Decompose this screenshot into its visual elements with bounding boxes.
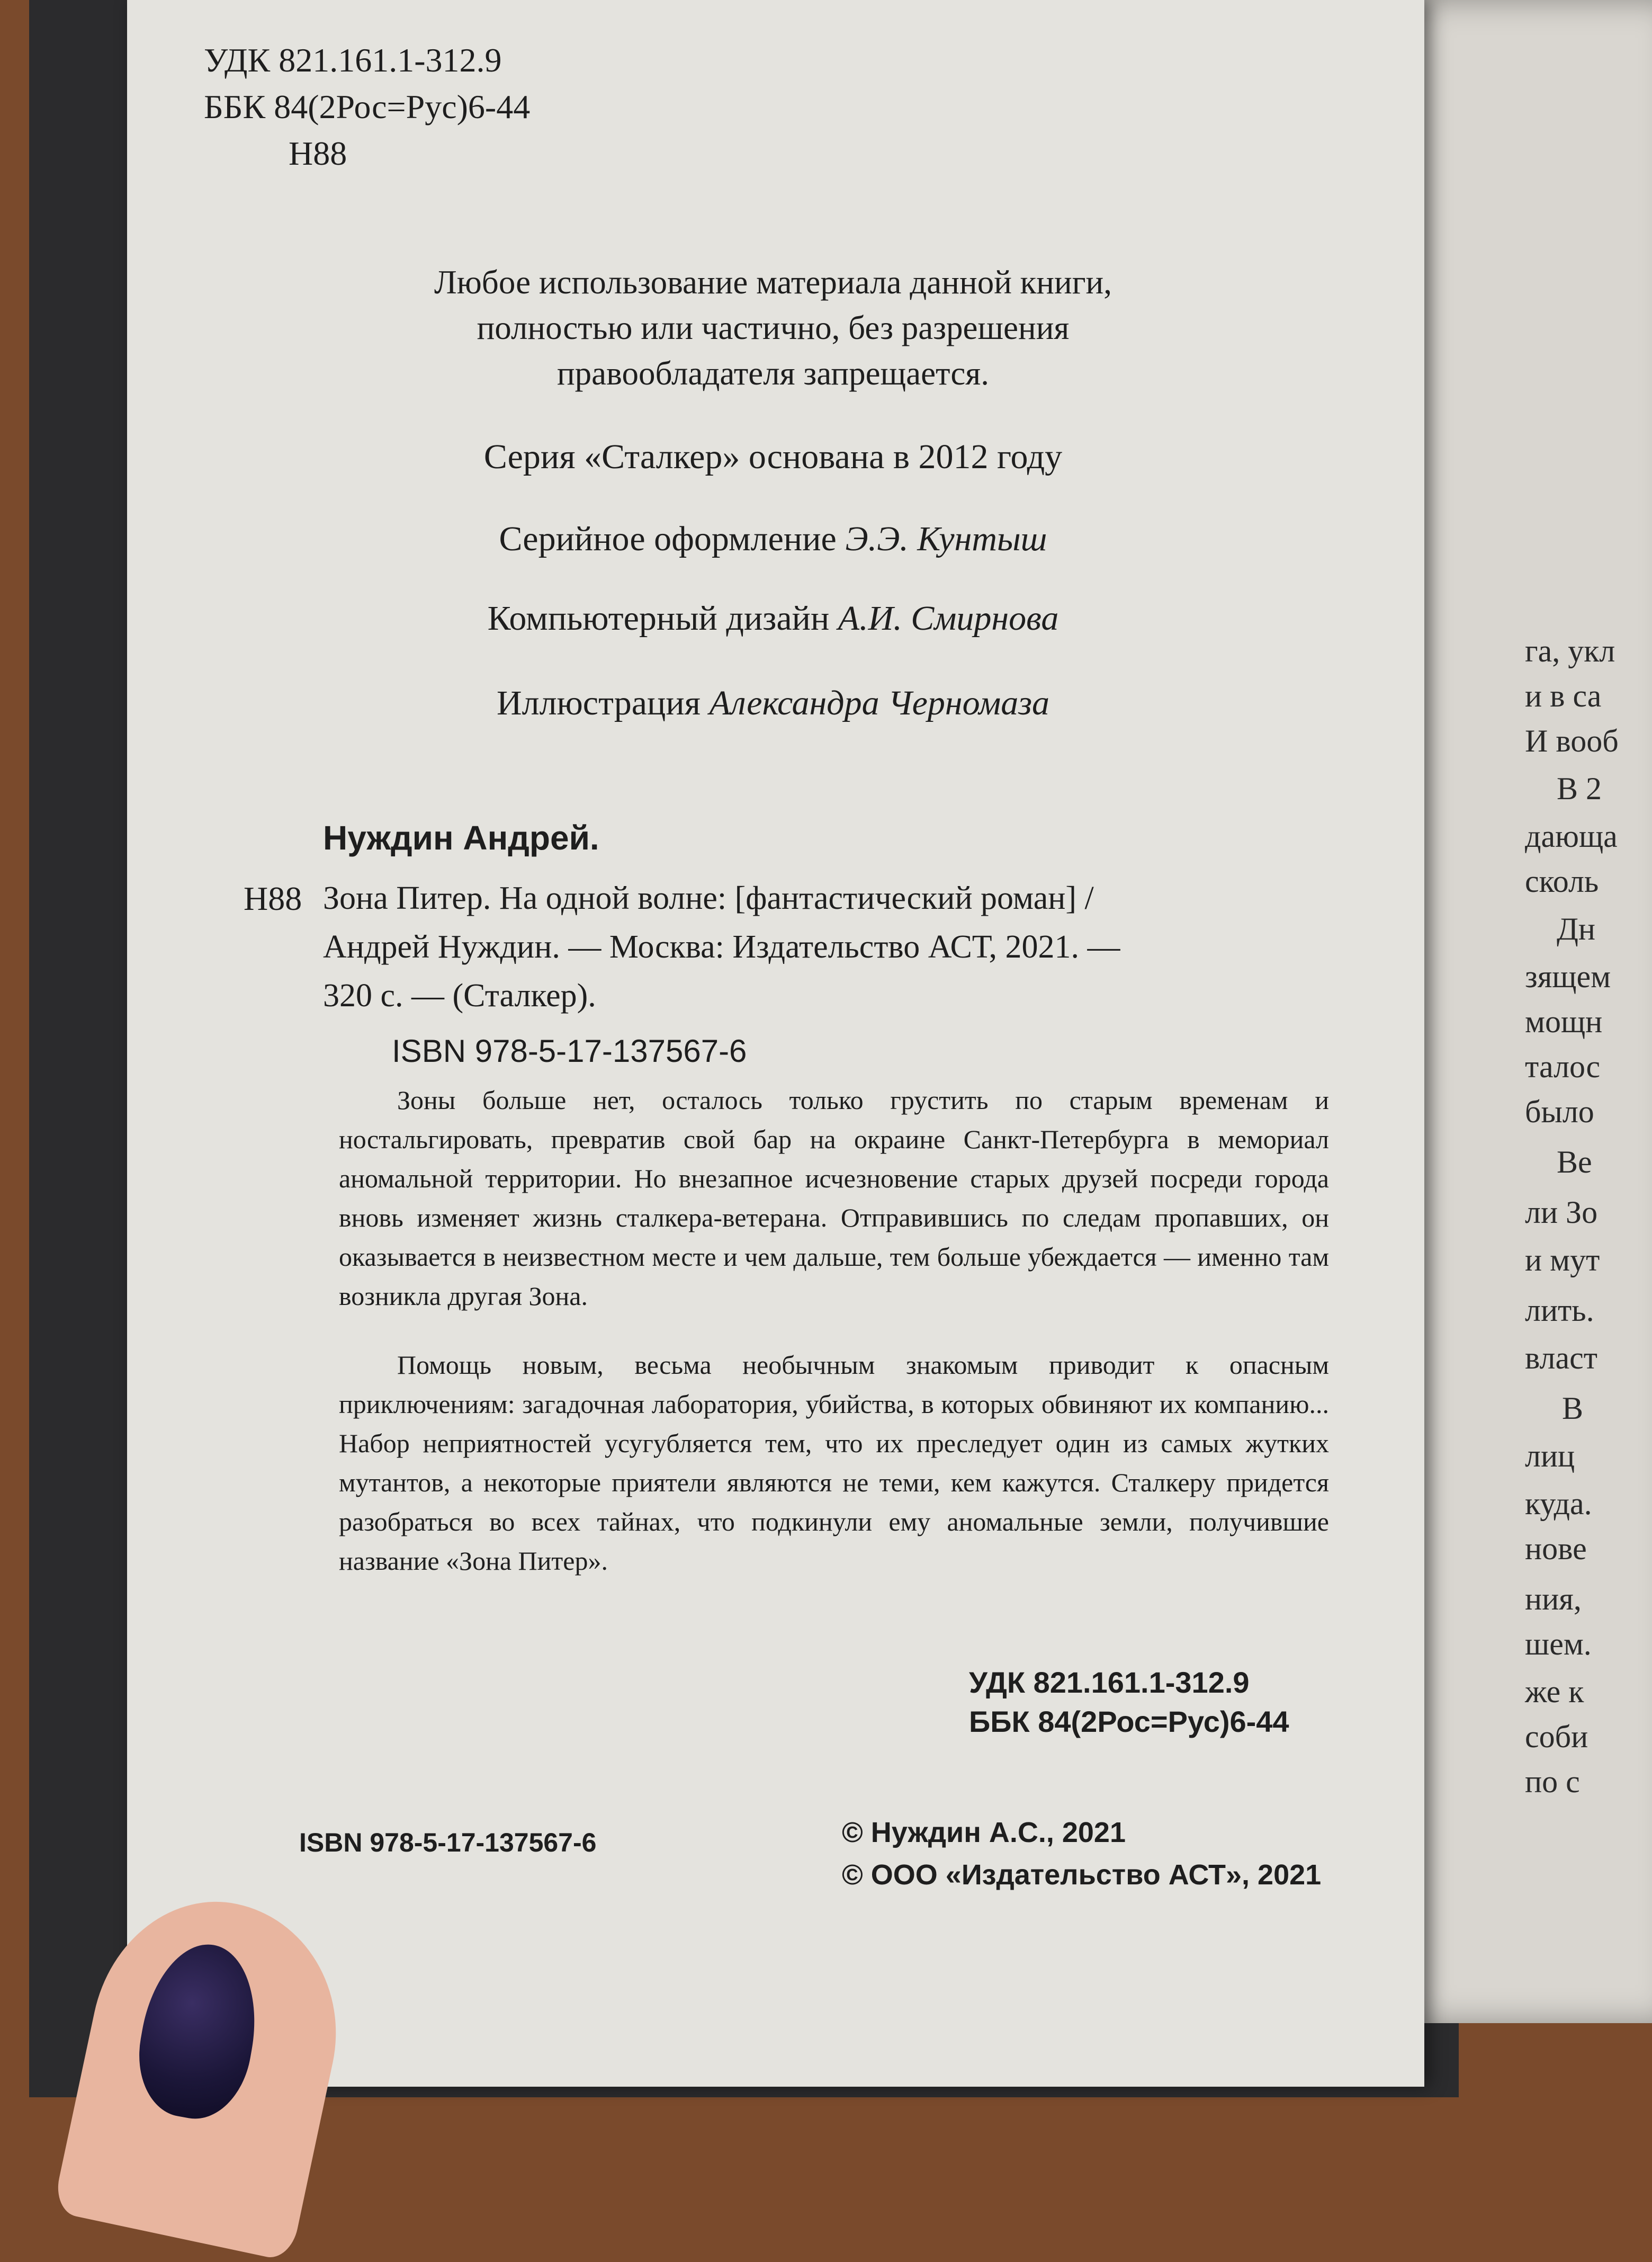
credit-name: Э.Э. Кунтыш bbox=[845, 520, 1047, 558]
show-through-print bbox=[762, 636, 1345, 879]
right-page-line: И вооб bbox=[1525, 723, 1619, 758]
bbk-code: ББК 84(2Рос=Рус)6-44 bbox=[204, 88, 531, 126]
copyright-block bbox=[842, 1811, 1321, 1896]
footer-isbn: ISBN 978-5-17-137567-6 bbox=[299, 1828, 597, 1857]
credit-label: Иллюстрация bbox=[496, 684, 701, 722]
record-line: 320 с. — (Сталкер). bbox=[323, 978, 596, 1014]
right-page-line: Дн bbox=[1557, 911, 1596, 946]
series-line: Серия «Сталкер» основана в 2012 году bbox=[483, 437, 1063, 476]
footer-classification bbox=[969, 1663, 1289, 1741]
right-page-line: ния, bbox=[1525, 1581, 1582, 1616]
right-page-line: талос bbox=[1525, 1049, 1601, 1084]
right-page-line: мощн bbox=[1525, 1004, 1603, 1039]
imprint-page bbox=[127, 0, 1424, 2087]
right-page-line: было bbox=[1525, 1094, 1594, 1129]
annotation-paragraph: Помощь новым, весьма необычным знакомым приводит к опасным приключениям: загадочная лаборатория, убийства, в которых обвиняют их компанию... Набор неприятностей усугубляется тем, что их преследует один из самых жутких мутантов, а некоторые приятели являются не теми, кем кажутся. Сталкеру придется разобраться во всех тайнах, что подкинули ему аномальные земли, получившие название «Зона Питер». bbox=[339, 1350, 1329, 1576]
right-page-line: власт bbox=[1525, 1340, 1597, 1375]
right-page-line: В 2 bbox=[1557, 771, 1602, 806]
right-page-line: и в са bbox=[1525, 678, 1602, 713]
notice-line: полностью или частично, без разрешения bbox=[477, 309, 1070, 346]
right-page-line: же к bbox=[1525, 1674, 1584, 1709]
illustration-credit bbox=[217, 681, 1329, 726]
right-page-line: нове bbox=[1525, 1531, 1587, 1566]
credit-label: Компьютерный дизайн bbox=[487, 599, 830, 638]
udk-code: УДК 821.161.1-312.9 bbox=[204, 41, 502, 79]
right-page-line: ли Зо bbox=[1525, 1195, 1598, 1230]
card-author-sign: Н88 bbox=[244, 880, 302, 917]
right-page-line: В bbox=[1562, 1391, 1584, 1426]
right-page-line: соби bbox=[1525, 1719, 1588, 1754]
credit-name: Александра Черномаза bbox=[709, 684, 1050, 722]
right-page-line: сколь bbox=[1525, 864, 1599, 899]
author-sign: Н88 bbox=[289, 135, 347, 172]
footer-udk: УДК 821.161.1-312.9 bbox=[969, 1666, 1250, 1699]
copyright-author: © Нуждин А.С., 2021 bbox=[842, 1817, 1126, 1848]
credit-name: А.И. Смирнова bbox=[838, 599, 1059, 638]
right-page-line: шем. bbox=[1525, 1626, 1592, 1661]
notice-line: Любое использование материала данной книги, bbox=[434, 264, 1112, 301]
record-line: Андрей Нуждин. — Москва: Издательство АСТ, 2021. — bbox=[323, 929, 1120, 965]
bibliographic-record bbox=[323, 874, 1120, 1020]
right-page-line: Ве bbox=[1557, 1145, 1592, 1179]
footer-bbk: ББК 84(2Рос=Рус)6-44 bbox=[969, 1705, 1289, 1738]
right-page-line: дающа bbox=[1525, 819, 1618, 854]
record-line: Зона Питер. На одной волне: [фантастический роман] / bbox=[323, 880, 1094, 916]
annotation-paragraph: Зоны больше нет, осталось только грустить по старым временам и ностальгировать, превратив свой бар на окраине Санкт-Петербурга в мемориал аномальной территории. Но внезапное исчезновение старых друзей посреди города вновь изменяет жизнь сталкера-ветерана. Отправившись по следам пропавших, он оказывается в неизвестном месте и чем дальше, тем больше убеждается — именно там возникла другая Зона. bbox=[339, 1085, 1329, 1311]
classification-block bbox=[204, 37, 530, 177]
series-design-credit bbox=[217, 516, 1329, 562]
right-page-line: куда. bbox=[1525, 1486, 1592, 1521]
copyright-publisher: © ООО «Издательство АСТ», 2021 bbox=[842, 1859, 1322, 1891]
notice-line: правообладателя запрещается. bbox=[556, 355, 990, 392]
right-page-line: и мут bbox=[1525, 1242, 1600, 1277]
right-page-line: лить. bbox=[1525, 1293, 1594, 1328]
right-page bbox=[1398, 0, 1652, 2023]
credit-label: Серийное оформление bbox=[499, 520, 837, 558]
right-page-line: га, укл bbox=[1525, 633, 1615, 668]
card-author: Нуждин Андрей. bbox=[323, 819, 599, 857]
card-isbn: ISBN 978-5-17-137567-6 bbox=[392, 1033, 747, 1069]
right-page-line: по с bbox=[1525, 1764, 1580, 1799]
computer-design-credit bbox=[217, 596, 1329, 641]
right-page-line: зящем bbox=[1525, 959, 1611, 994]
copyright-notice bbox=[217, 260, 1329, 396]
right-page-line: лиц bbox=[1525, 1438, 1575, 1473]
